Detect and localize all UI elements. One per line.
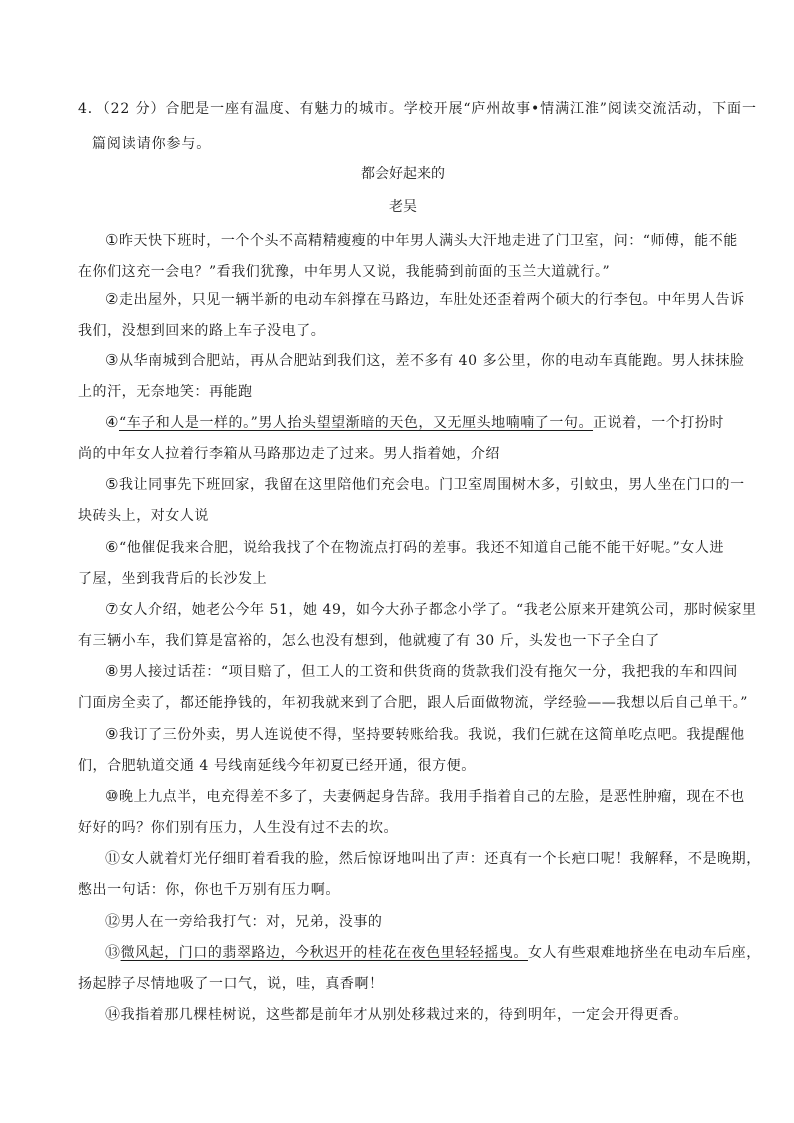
paragraph-number: ⑬ bbox=[105, 943, 121, 961]
paragraph-5 bbox=[78, 469, 745, 532]
paragraph-12 bbox=[78, 906, 720, 938]
paragraph-text: 昨天快下班时，一个个头不高精精瘦瘦的中年男人满头大汗地走进了门卫室，问：“师傅，能不能 bbox=[119, 233, 738, 249]
paragraph-10 bbox=[78, 781, 745, 844]
paragraph-3 bbox=[78, 345, 745, 408]
paragraph-text: 扬起脖子尽情地吸了一口气，说，哇，真香啊！ bbox=[78, 976, 384, 992]
paragraph-text: 有三辆小车，我们算是富裕的，怎么也没有想到，他就瘦了有 30 斤，头发也一下子全白了 bbox=[78, 633, 660, 649]
paragraph-number: ⑫ bbox=[105, 912, 121, 930]
question-intro-line2: 篇阅读请你参与。 bbox=[92, 136, 212, 152]
paragraph-text: 从华南城到合肥站，再从合肥站到我们这，差不多有 40 多公里，你的电动车真能跑。男人抹抹脸 bbox=[119, 353, 745, 369]
paragraph-text: 了屋，坐到我背后的长沙发上 bbox=[78, 571, 268, 587]
paragraph-text: 尚的中年女人拉着行李箱从马路那边走了过来。男人指着她，介绍 bbox=[78, 446, 500, 462]
paragraph-8 bbox=[78, 656, 749, 719]
paragraph-14 bbox=[78, 999, 720, 1031]
paragraph-number: ⑦ bbox=[105, 600, 119, 618]
paragraph-text: “他催促我来合肥，说给我找了个在物流点打码的差事。我还不知道自己能不能干好呢。”女人进 bbox=[119, 540, 724, 556]
paragraph-text: 我们，没想到回来的路上车子没电了。 bbox=[78, 323, 326, 339]
paragraph-7 bbox=[78, 594, 757, 657]
paragraph-text: 我指着那几棵桂树说，这些都是前年才从别处移栽过来的，待到明年，一定会开得更香。 bbox=[120, 1007, 689, 1023]
paragraph-text: 走出屋外，只见一辆半新的电动车斜撑在马路边，车肚处还歪着两个硕大的行李包。中年男人告诉 bbox=[119, 292, 745, 308]
paragraph-2 bbox=[78, 284, 745, 347]
paragraph-number: ③ bbox=[105, 351, 119, 369]
paragraph-number: ⑤ bbox=[105, 475, 119, 493]
paragraph-11 bbox=[78, 843, 761, 906]
paragraph-text: 女人有些艰难地挤坐在电动车后座， bbox=[527, 945, 761, 961]
paragraph-number: ⑭ bbox=[105, 1005, 121, 1023]
paragraph-number: ② bbox=[105, 290, 119, 308]
paragraph-text: 男人接过话茬：“项目赔了，但工人的工资和供货商的货款我们没有拖欠一分，我把我的车和四间 bbox=[119, 664, 738, 680]
paragraph-text: 我订了三份外卖，男人连说使不得，坚持要转账给我。我说，我们仨就在这简单吃点吧。我提醒他 bbox=[119, 727, 745, 743]
paragraph-text: 女人就着灯光仔细盯着看我的脸，然后惊讶地叫出了声：还真有一个长疤口呢！我解释，不是晚期， bbox=[120, 851, 761, 867]
question-intro-line1: 4．（22 分）合肥是一座有温度、有魅力的城市。学校开展“庐州故事•情满江淮”阅读交流活动，下面一 bbox=[78, 101, 757, 117]
underlined-sentence: 微风起，门口的翡翠路边，今秋迟开的桂花在夜色里轻轻摇曳。 bbox=[120, 945, 528, 961]
paragraph-9 bbox=[78, 719, 745, 782]
paragraph-13 bbox=[78, 937, 761, 1000]
paragraph-number: ⑧ bbox=[105, 662, 119, 680]
paragraph-number: ① bbox=[105, 231, 119, 249]
paragraph-number: ④ bbox=[105, 413, 119, 431]
paragraph-number: ⑨ bbox=[105, 725, 119, 743]
paragraph-6 bbox=[78, 532, 724, 595]
article-author: 老吴 bbox=[389, 199, 417, 215]
paragraph-number: ⑩ bbox=[105, 787, 119, 805]
paragraph-text: 晚上九点半，电充得差不多了，夫妻俩起身告辞。我用手指着自己的左脸，是恶性肿瘤，现在不也 bbox=[119, 789, 745, 805]
paragraph-text: 正说着，一个打扮时 bbox=[593, 415, 724, 431]
paragraph-text: 们，合肥轨道交通 4 号线南延线今年初夏已经开通，很方便。 bbox=[78, 758, 476, 774]
paragraph-number: ⑪ bbox=[105, 849, 121, 867]
paragraph-number: ⑥ bbox=[105, 538, 119, 556]
paragraph-text: 门面房全卖了，都还能挣钱的，年初我就来到了合肥，跟人后面做物流，学经验——我想以后自己单干。” bbox=[78, 695, 749, 711]
paragraph-text: 上的汗，无奈地笑：再能跑 bbox=[78, 384, 253, 400]
paragraph-1 bbox=[78, 225, 738, 288]
paragraph-text: 憋出一句话：你，你也千万别有压力啊。 bbox=[78, 882, 340, 898]
underlined-sentence: “车子和人是一样的。”男人抬头望望渐暗的天色，又无厘头地喃喃了一句。 bbox=[119, 415, 594, 431]
paragraph-4 bbox=[78, 407, 724, 470]
paragraph-text: 男人在一旁给我打气：对，兄弟，没事的 bbox=[120, 914, 383, 930]
paragraph-text: 女人介绍，她老公今年 51，她 49，如今大孙子都念小学了。“我老公原来开建筑公司，那时候家里 bbox=[119, 602, 757, 618]
paragraph-text: 块砖头上，对女人说 bbox=[78, 508, 209, 524]
article-title: 都会好起来的 bbox=[361, 166, 445, 182]
paragraph-text: 好好的吗？你们别有压力，人生没有过不去的坎。 bbox=[78, 820, 399, 836]
paragraph-text: 我让同事先下班回家，我留在这里陪他们充会电。门卫室周围树木多，引蚊虫，男人坐在门口的一 bbox=[119, 477, 745, 493]
paragraph-text: 在你们这充一会电？”看我们犹豫，中年男人又说，我能骑到前面的玉兰大道就行。” bbox=[78, 264, 611, 280]
